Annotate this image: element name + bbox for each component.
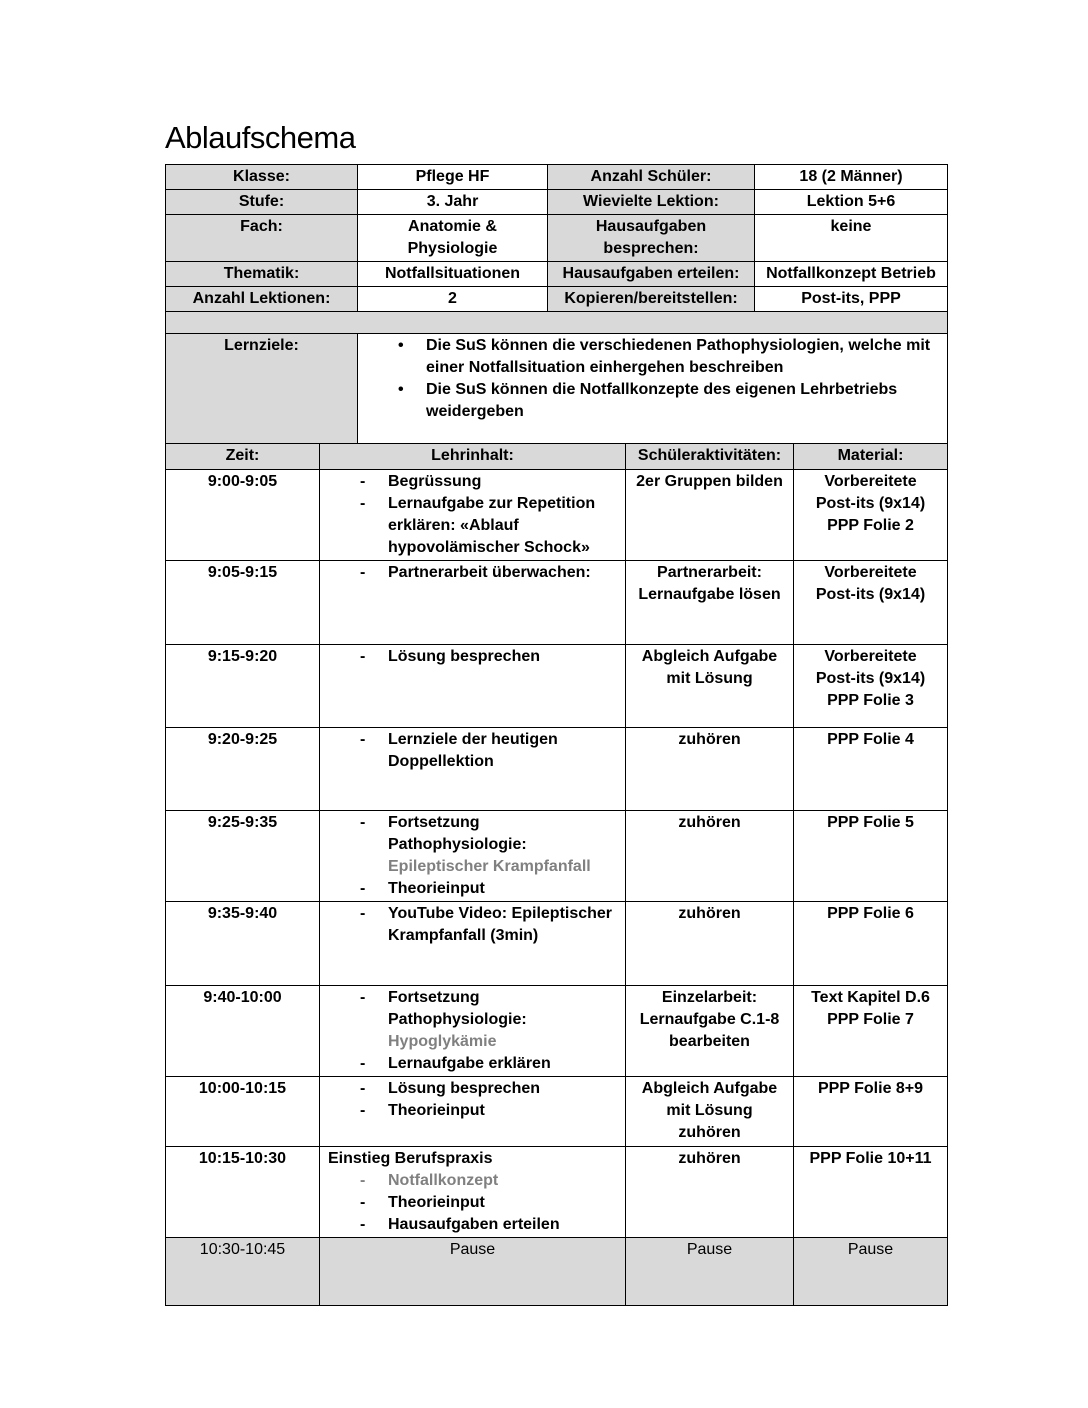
row-lehrinhalt: [320, 902, 626, 986]
table-row: [166, 470, 948, 561]
lehrinhalt-list: [324, 729, 621, 773]
activity-line: bearbeiten: [669, 1033, 750, 1050]
row-time: 9:05-9:15: [166, 561, 320, 645]
row-activity: [626, 561, 794, 645]
table-row: [166, 561, 948, 645]
lehrinhalt-list: [324, 562, 621, 584]
material-line: PPP Folie 3: [827, 692, 914, 709]
material-line: Vorbereitete: [824, 564, 917, 581]
klasse-value: Pflege HF: [358, 165, 548, 190]
row-lehrinhalt: [320, 1077, 626, 1147]
kopieren-label: Kopieren/bereitstellen:: [548, 287, 755, 312]
stufe-label: Stufe:: [166, 190, 358, 215]
hausaufgaben-besprechen-label-line-1: Hausaufgaben: [595, 218, 707, 235]
hausaufgaben-erteilen-label: Hausaufgaben erteilen:: [548, 262, 755, 287]
row-activity: [626, 470, 794, 561]
row-material: [794, 902, 948, 986]
fach-value-line-2: Physiologie: [407, 240, 498, 257]
table-row: [166, 986, 948, 1077]
row-lehrinhalt: [320, 728, 626, 811]
hausaufgaben-besprechen-label-line-2: besprechen:: [603, 240, 699, 257]
row-activity: [626, 811, 794, 902]
material-line: PPP Folie 8+9: [817, 1080, 924, 1097]
lehrinhalt-item: - Partnerarbeit überwachen:: [324, 562, 621, 584]
lehrinhalt-item: - Theorieinput: [324, 878, 621, 900]
row-material: [794, 1077, 948, 1147]
lehrinhalt-list: [324, 903, 621, 947]
column-header-zeit: Zeit:: [166, 444, 320, 470]
lehrinhalt-item: [324, 812, 621, 878]
lehrinhalt-item: [324, 987, 621, 1053]
fach-label: Fach:: [166, 215, 358, 262]
activity-line: mit Lösung: [666, 1102, 753, 1119]
table-row: [166, 811, 948, 902]
row-activity: [626, 645, 794, 728]
stufe-value: 3. Jahr: [358, 190, 548, 215]
lehrinhalt-list: [324, 471, 621, 559]
schedule-header-row: [166, 444, 948, 470]
column-header-lehrinhalt: Lehrinhalt:: [320, 444, 626, 470]
fach-value: [358, 215, 548, 262]
lehrinhalt-item: - Begrüssung: [324, 471, 621, 493]
lehrinhalt-item-text: - Fortsetzung Pathophysiologie:: [388, 814, 527, 853]
klasse-label: Klasse:: [166, 165, 358, 190]
row-time: 9:00-9:05: [166, 470, 320, 561]
material-line: PPP Folie 6: [827, 905, 914, 922]
row-material: [794, 561, 948, 645]
lehrinhalt-item: - Lösung besprechen: [324, 646, 621, 668]
hausaufgaben-besprechen-label: [548, 215, 755, 262]
lehrinhalt-subtopic: Epileptischer Krampfanfall: [388, 858, 591, 875]
table-row: [166, 1147, 948, 1238]
row-material: [794, 1147, 948, 1238]
lernziel-item: • Die SuS können die verschiedenen Pathophysiologien, welche mit einer Notfallsituation einhergehen beschreiben: [362, 335, 943, 379]
row-lehrinhalt: [320, 1147, 626, 1238]
material-line: Post-its (9x14): [815, 586, 926, 603]
material-line: PPP Folie 7: [827, 1011, 914, 1028]
kopieren-value: Post-its, PPP: [755, 287, 948, 312]
activity-line: zuhören: [678, 731, 741, 748]
pause-material: Pause: [794, 1238, 948, 1306]
lernziele-list: [362, 335, 943, 423]
row-activity: [626, 728, 794, 811]
table-row: [166, 728, 948, 811]
activity-line: zuhören: [678, 814, 741, 831]
row-lehrinhalt: [320, 561, 626, 645]
spacer-row: [166, 312, 948, 334]
lehrinhalt-subtopic: Hypoglykämie: [388, 1033, 497, 1050]
pause-lehrinhalt: Pause: [320, 1238, 626, 1306]
row-lehrinhalt: [320, 470, 626, 561]
pause-activity: Pause: [626, 1238, 794, 1306]
column-header-schueleraktivitaeten: Schüleraktivitäten:: [626, 444, 794, 470]
row-material: [794, 728, 948, 811]
lehrinhalt-item: - Notfallkonzept: [324, 1170, 621, 1192]
lehrinhalt-item: - Hausaufgaben erteilen: [324, 1214, 621, 1236]
lehrinhalt-item: - Theorieinput: [324, 1192, 621, 1214]
activity-line: Partnerarbeit:: [657, 564, 762, 581]
lernziele-label: Lernziele:: [166, 334, 358, 447]
activity-line: zuhören: [678, 1150, 741, 1167]
lehrinhalt-item: - Lernaufgabe erklären: [324, 1053, 621, 1075]
activity-line: Einzelarbeit:: [661, 989, 758, 1006]
lehrinhalt-item: - Lösung besprechen: [324, 1078, 621, 1100]
row-time: 9:35-9:40: [166, 902, 320, 986]
column-header-material: Material:: [794, 444, 948, 470]
wievielte-lektion-value: Lektion 5+6: [755, 190, 948, 215]
anzahl-schueler-label: Anzahl Schüler:: [548, 165, 755, 190]
anzahl-lektionen-value: 2: [358, 287, 548, 312]
lehrinhalt-list: [324, 1170, 621, 1236]
row-time: 9:15-9:20: [166, 645, 320, 728]
lehrinhalt-item-text: - Fortsetzung Pathophysiologie:: [388, 989, 527, 1028]
lehrinhalt-list: [324, 812, 621, 900]
row-material: [794, 986, 948, 1077]
row-time: 10:15-10:30: [166, 1147, 320, 1238]
activity-line: 2er Gruppen bilden: [636, 473, 783, 490]
pause-row: [166, 1238, 948, 1306]
row-lehrinhalt: [320, 645, 626, 728]
anzahl-schueler-value: 18 (2 Männer): [755, 165, 948, 190]
material-line: PPP Folie 5: [827, 814, 914, 831]
pause-time: 10:30-10:45: [166, 1238, 320, 1306]
material-line: Post-its (9x14): [815, 495, 926, 512]
activity-line: Lernaufgabe C.1-8: [639, 1011, 780, 1028]
material-line: PPP Folie 2: [827, 517, 914, 534]
material-line: PPP Folie 10+11: [809, 1150, 932, 1167]
table-row: [166, 645, 948, 728]
activity-line: zuhören: [678, 1124, 741, 1141]
lehrinhalt-list: [324, 1078, 621, 1122]
anzahl-lektionen-label: Anzahl Lektionen:: [166, 287, 358, 312]
lehrinhalt-item: - Lernziele der heutigen Doppellektion: [324, 729, 621, 773]
schedule-table: [165, 443, 948, 1306]
row-activity: [626, 902, 794, 986]
lehrinhalt-item: - Theorieinput: [324, 1100, 621, 1122]
material-line: PPP Folie 4: [827, 731, 914, 748]
row-activity: [626, 1147, 794, 1238]
material-line: Vorbereitete: [824, 648, 917, 665]
fach-value-line-1: Anatomie &: [408, 218, 497, 235]
row-time: 10:00-10:15: [166, 1077, 320, 1147]
row-material: [794, 645, 948, 728]
activity-line: Lernaufgabe lösen: [638, 586, 781, 603]
table-row: [166, 1077, 948, 1147]
thematik-label: Thematik:: [166, 262, 358, 287]
table-row: [166, 902, 948, 986]
row-time: 9:40-10:00: [166, 986, 320, 1077]
page-title: Ablaufschema: [165, 120, 356, 155]
row-lehrinhalt: [320, 986, 626, 1077]
activity-line: Abgleich Aufgabe: [641, 1080, 778, 1097]
lehrinhalt-intro: Einstieg Berufspraxis: [328, 1150, 493, 1167]
lehrinhalt-list: [324, 646, 621, 668]
lehrinhalt-list: [324, 987, 621, 1075]
lehrinhalt-item: - Lernaufgabe zur Repetition erklären: «Ablauf hypovolämischer Schock»: [324, 493, 621, 559]
activity-line: mit Lösung: [666, 670, 753, 687]
material-line: Vorbereitete: [824, 473, 917, 490]
activity-line: zuhören: [678, 905, 741, 922]
material-line: Post-its (9x14): [815, 670, 926, 687]
hausaufgaben-besprechen-value: keine: [755, 215, 948, 262]
row-time: 9:20-9:25: [166, 728, 320, 811]
row-activity: [626, 986, 794, 1077]
lernziele-value: [358, 334, 948, 447]
row-activity: [626, 1077, 794, 1147]
row-material: [794, 470, 948, 561]
thematik-value: Notfallsituationen: [358, 262, 548, 287]
activity-line: Abgleich Aufgabe: [641, 648, 778, 665]
lehrinhalt-item: - YouTube Video: Epileptischer Krampfanfall (3min): [324, 903, 621, 947]
row-time: 9:25-9:35: [166, 811, 320, 902]
row-lehrinhalt: [320, 811, 626, 902]
row-material: [794, 811, 948, 902]
hausaufgaben-erteilen-value: Notfallkonzept Betrieb: [755, 262, 948, 287]
lernziel-item: • Die SuS können die Notfallkonzepte des eigenen Lehrbetriebs weidergeben: [362, 379, 943, 423]
wievielte-lektion-label: Wievielte Lektion:: [548, 190, 755, 215]
lesson-info-table: [165, 164, 948, 447]
material-line: Text Kapitel D.6: [811, 989, 930, 1006]
